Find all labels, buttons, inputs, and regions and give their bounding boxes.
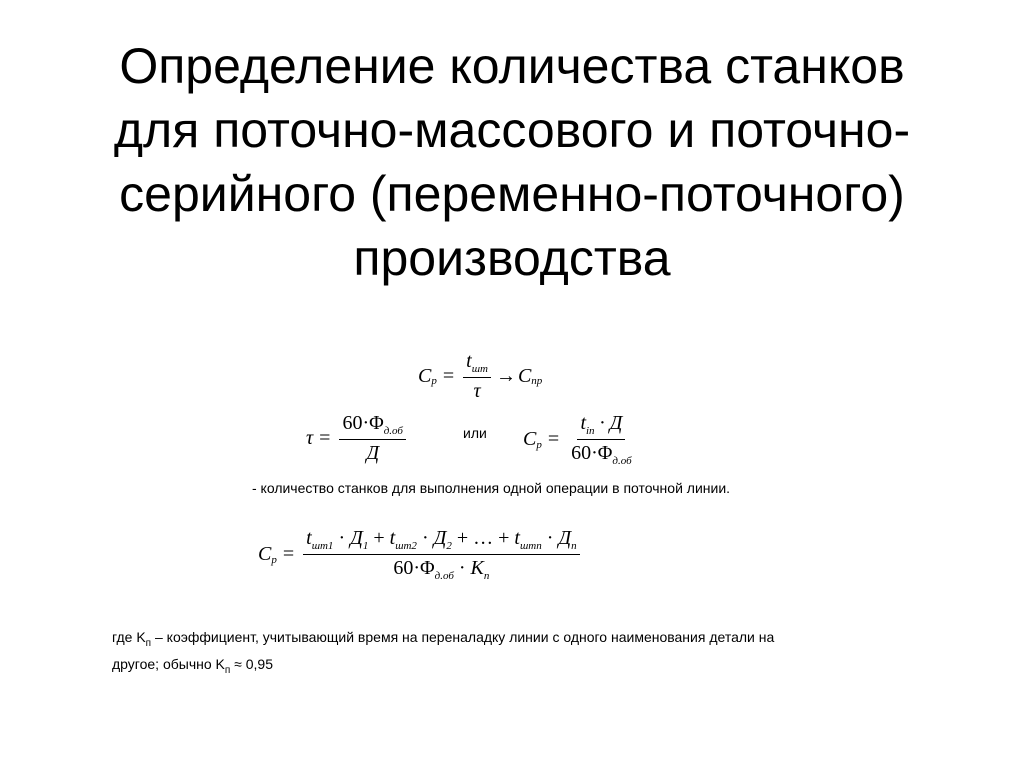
formula-symbol: 60·Φ: [342, 412, 384, 434]
equals-sign: =: [442, 364, 455, 387]
formula-subscript: in: [586, 425, 595, 437]
formula-subscript: шт2: [395, 540, 417, 552]
formula-symbol: t: [580, 412, 586, 434]
or-label: или: [463, 425, 487, 441]
formula-subscript: p: [536, 438, 542, 451]
formula-subscript: штn: [519, 540, 542, 552]
title-line: для поточно-массового и поточно-: [113, 102, 911, 158]
formula-subscript: д.об: [434, 570, 454, 582]
formula-symbol: Д: [366, 442, 380, 464]
formula-symbol: 60·Φ: [571, 442, 613, 464]
formula-symbol: C: [258, 543, 272, 565]
footnote-text: где K: [112, 629, 146, 645]
formula-subscript: p: [271, 553, 277, 566]
formula-subscript: n: [571, 540, 577, 552]
formula-subscript: д.об: [383, 425, 403, 437]
fraction: [339, 412, 405, 464]
footnote-text: другое; обычно K: [112, 655, 225, 672]
equals-sign: =: [282, 543, 295, 565]
formula-subscript: шт: [471, 363, 488, 375]
formula-tact: [306, 412, 409, 464]
formula-symbol: t: [466, 350, 472, 372]
formula-symbol: Д: [558, 527, 572, 549]
equals-sign: =: [547, 428, 560, 450]
title-line: Определение количества станков: [119, 38, 905, 94]
ellipsis-symbol: …: [473, 527, 494, 549]
fraction: [568, 412, 634, 467]
footnote-subscript: п: [145, 637, 152, 649]
formula-symbol: C: [523, 428, 537, 450]
title-line: серийного (переменно-поточного): [119, 166, 905, 222]
formula-subscript: шт1: [311, 540, 334, 552]
formula-symbol: Д: [433, 527, 447, 549]
formula-symbol: · Д: [599, 412, 623, 434]
formula-subscript: 1: [362, 540, 369, 552]
footnote-subscript: п: [224, 664, 231, 676]
formula-subscript: п: [483, 570, 490, 582]
formula-subscript: 2: [446, 540, 452, 552]
title-line: производства: [353, 230, 671, 286]
formula-machines-multi: [258, 527, 583, 582]
fraction: $t_{шт1} \cdot Д_1 + t_{шт2} \cdot Д_2$ + … + $t_{штn} \cdot Д_n$ $60\cdot\Phi_{д.об} \cdot K_п$: [303, 527, 580, 582]
formula-symbol: C: [517, 364, 532, 387]
footnote-text: ≈ 0,95: [230, 655, 273, 672]
formula-symbol: K: [470, 557, 484, 579]
formula-symbol: t: [306, 527, 312, 549]
equals-sign: =: [319, 426, 331, 449]
formula-symbol: τ: [306, 426, 314, 449]
formula-subscript: пр: [531, 375, 543, 387]
formula-symbol: 60·Φ: [393, 557, 435, 579]
formula-subscript: p: [431, 375, 437, 387]
footnote-line: [112, 627, 942, 654]
formula-machines-alt: [523, 412, 638, 467]
formula-symbol: C: [418, 364, 432, 387]
formula-description: - количество станков для выполнения одной операции в поточной линии.: [252, 480, 731, 496]
formula-subscript: д.об: [612, 455, 632, 467]
formula-symbol: τ: [473, 380, 481, 402]
formula-machines-count: [418, 350, 542, 402]
arrow-symbol: →: [495, 364, 516, 387]
footnote: [112, 627, 942, 681]
footnote-text: – коэффициент, учитывающий время на переналадку линии с одного наименования детали на: [151, 629, 775, 645]
slide-title: [30, 34, 994, 290]
formula-symbol: Д: [350, 527, 363, 549]
footnote-line: [112, 654, 942, 681]
fraction: [463, 350, 491, 402]
formula-symbol: t: [514, 527, 520, 549]
formula-symbol: t: [389, 527, 396, 549]
